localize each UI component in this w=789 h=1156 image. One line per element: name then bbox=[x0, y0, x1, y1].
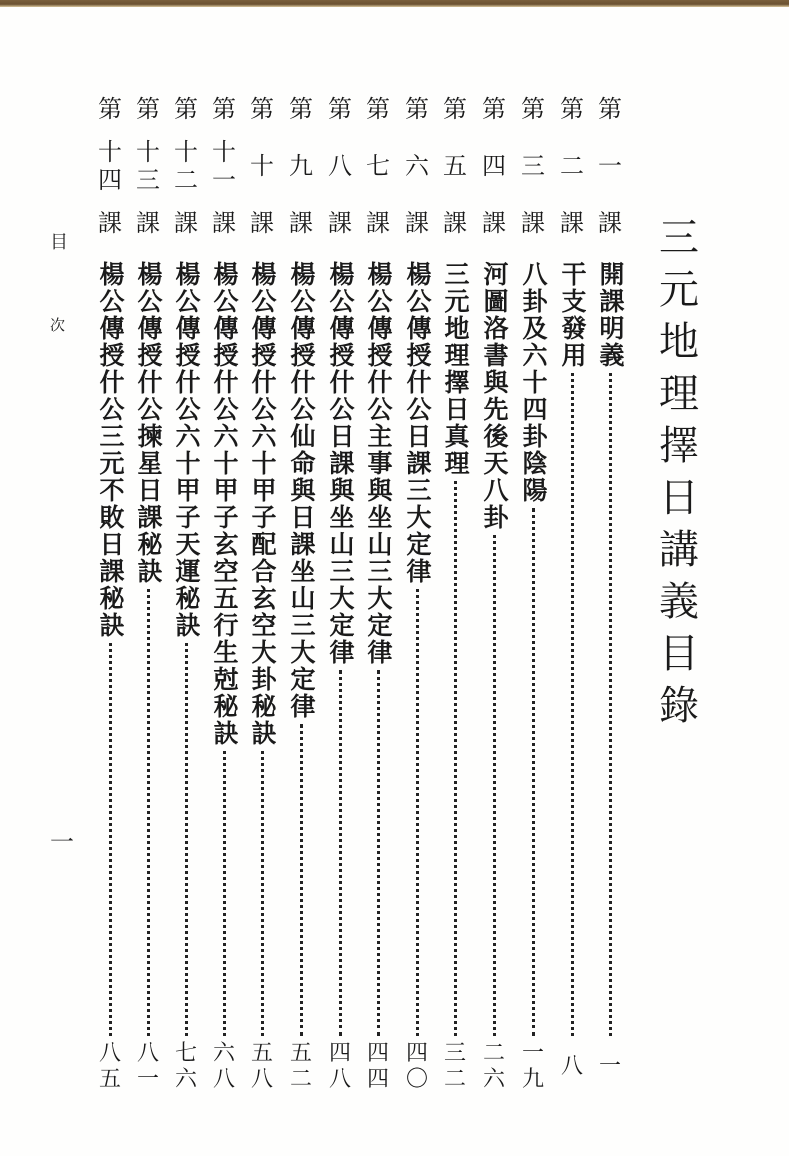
lesson-suffix: 課 bbox=[598, 209, 622, 237]
toc-entry[interactable] bbox=[284, 95, 318, 1095]
lesson-prefix: 第 bbox=[405, 95, 429, 123]
margin-label-ci: 次 bbox=[50, 316, 66, 334]
dot-leader bbox=[185, 643, 188, 1036]
lesson-title: 楊公傳授什公六十甲子天運秘訣 bbox=[172, 261, 201, 639]
lesson-page-number: 八 五 bbox=[98, 1041, 121, 1092]
lesson-numeral: 十 三 bbox=[136, 138, 160, 194]
lesson-suffix: 課 bbox=[136, 209, 160, 237]
book-title bbox=[654, 212, 704, 732]
lesson-page-number: 七 六 bbox=[174, 1041, 197, 1092]
dot-leader bbox=[493, 535, 496, 1036]
lesson-suffix: 課 bbox=[405, 209, 429, 237]
page-number: 一 bbox=[50, 828, 74, 856]
lesson-label bbox=[169, 95, 203, 237]
toc-entry[interactable] bbox=[477, 95, 511, 1095]
dot-leader bbox=[609, 373, 612, 1036]
lesson-page-number: 四 〇 bbox=[405, 1041, 428, 1092]
lesson-title: 楊公傳授什公六十甲子配合玄空大卦秘訣 bbox=[248, 261, 277, 747]
lesson-suffix: 課 bbox=[560, 209, 584, 237]
title-char: 元 bbox=[659, 267, 699, 313]
lesson-suffix: 課 bbox=[328, 209, 352, 237]
lesson-label bbox=[400, 95, 434, 237]
title-char: 目 bbox=[659, 631, 699, 677]
lesson-title: 三元地理擇日真理 bbox=[441, 261, 470, 477]
lesson-prefix: 第 bbox=[560, 95, 584, 123]
lesson-suffix: 課 bbox=[98, 209, 122, 237]
lesson-suffix: 課 bbox=[250, 209, 274, 237]
toc-entry[interactable] bbox=[555, 95, 589, 1095]
lesson-numeral: 十 bbox=[250, 152, 274, 180]
dot-leader bbox=[147, 589, 150, 1036]
dot-leader bbox=[532, 508, 535, 1036]
scan-top-border bbox=[0, 0, 789, 7]
lesson-title: 楊公傳授什公日課與坐山三大定律 bbox=[326, 261, 355, 666]
dot-leader bbox=[454, 481, 457, 1036]
lesson-title: 河圖洛書與先後天八卦 bbox=[480, 261, 509, 531]
lesson-page-number: 一 bbox=[598, 1054, 621, 1079]
toc-entry[interactable] bbox=[169, 95, 203, 1095]
lesson-page-number: 五 二 bbox=[289, 1041, 312, 1092]
lesson-page-number: 八 一 bbox=[136, 1041, 159, 1092]
lesson-numeral: 九 bbox=[289, 152, 313, 180]
dot-leader bbox=[377, 670, 380, 1036]
toc-entry[interactable] bbox=[207, 95, 241, 1095]
title-char: 錄 bbox=[659, 683, 699, 729]
lesson-page-number: 一 九 bbox=[521, 1041, 544, 1092]
lesson-suffix: 課 bbox=[482, 209, 506, 237]
lesson-label bbox=[477, 95, 511, 237]
lesson-suffix: 課 bbox=[521, 209, 545, 237]
toc-entry[interactable] bbox=[131, 95, 165, 1095]
lesson-numeral: 三 bbox=[521, 152, 545, 180]
dot-leader bbox=[261, 751, 264, 1036]
lesson-numeral: 七 bbox=[366, 152, 390, 180]
title-char: 講 bbox=[659, 527, 699, 573]
lesson-label bbox=[131, 95, 165, 237]
toc-entry[interactable] bbox=[400, 95, 434, 1095]
lesson-suffix: 課 bbox=[174, 209, 198, 237]
lesson-title: 干支發用 bbox=[558, 261, 587, 369]
lesson-prefix: 第 bbox=[482, 95, 506, 123]
lesson-label bbox=[438, 95, 472, 237]
lesson-title: 楊公傳授什公主事與坐山三大定律 bbox=[364, 261, 393, 666]
lesson-page-number: 二 六 bbox=[482, 1041, 505, 1092]
lesson-numeral: 八 bbox=[328, 152, 352, 180]
dot-leader bbox=[571, 373, 574, 1036]
lesson-prefix: 第 bbox=[250, 95, 274, 123]
lesson-suffix: 課 bbox=[289, 209, 313, 237]
lesson-page-number: 三 二 bbox=[443, 1041, 466, 1092]
lesson-suffix: 課 bbox=[212, 209, 236, 237]
dot-leader bbox=[300, 724, 303, 1036]
title-char: 地 bbox=[659, 319, 699, 365]
lesson-prefix: 第 bbox=[136, 95, 160, 123]
lesson-prefix: 第 bbox=[289, 95, 313, 123]
lesson-title: 開課明義 bbox=[596, 261, 625, 369]
lesson-label bbox=[323, 95, 357, 237]
lesson-page-number: 四 四 bbox=[366, 1041, 389, 1092]
toc-entry[interactable] bbox=[593, 95, 627, 1095]
dot-leader bbox=[109, 643, 112, 1036]
lesson-numeral: 十 一 bbox=[212, 138, 236, 194]
lesson-page-number: 四 八 bbox=[328, 1041, 351, 1092]
lesson-page-number: 五 八 bbox=[250, 1041, 273, 1092]
toc-entry[interactable] bbox=[323, 95, 357, 1095]
lesson-numeral: 二 bbox=[560, 152, 584, 180]
title-char: 日 bbox=[659, 475, 699, 521]
lesson-numeral: 一 bbox=[598, 152, 622, 180]
toc-entry[interactable] bbox=[361, 95, 395, 1095]
dot-leader bbox=[223, 751, 226, 1036]
lesson-label bbox=[516, 95, 550, 237]
lesson-label bbox=[593, 95, 627, 237]
lesson-prefix: 第 bbox=[328, 95, 352, 123]
toc-entry[interactable] bbox=[438, 95, 472, 1095]
lesson-label bbox=[361, 95, 395, 237]
margin-label-mu: 目 bbox=[50, 232, 68, 253]
lesson-numeral: 六 bbox=[405, 152, 429, 180]
toc-entry[interactable] bbox=[93, 95, 127, 1095]
lesson-title: 楊公傳授什公三元不敗日課秘訣 bbox=[96, 261, 125, 639]
toc-entry[interactable] bbox=[245, 95, 279, 1095]
lesson-prefix: 第 bbox=[212, 95, 236, 123]
lesson-numeral: 四 bbox=[482, 152, 506, 180]
lesson-prefix: 第 bbox=[366, 95, 390, 123]
lesson-page-number: 八 bbox=[560, 1054, 583, 1079]
lesson-label bbox=[93, 95, 127, 237]
lesson-numeral: 十 四 bbox=[98, 138, 122, 194]
lesson-title: 楊公傳授什公揀星日課秘訣 bbox=[134, 261, 163, 585]
lesson-label bbox=[245, 95, 279, 237]
dot-leader bbox=[339, 670, 342, 1036]
lesson-title: 楊公傳授什公仙命與日課坐山三大定律 bbox=[287, 261, 316, 720]
lesson-title: 楊公傳授什公六十甲子玄空五行生尅秘訣 bbox=[210, 261, 239, 747]
title-char: 理 bbox=[659, 371, 699, 417]
lesson-suffix: 課 bbox=[366, 209, 390, 237]
title-char: 三 bbox=[659, 215, 699, 261]
lesson-label bbox=[555, 95, 589, 237]
toc-entry[interactable] bbox=[516, 95, 550, 1095]
lesson-prefix: 第 bbox=[98, 95, 122, 123]
lesson-numeral: 十 二 bbox=[174, 138, 198, 194]
lesson-numeral: 五 bbox=[443, 152, 467, 180]
title-char: 義 bbox=[659, 579, 699, 625]
lesson-label bbox=[207, 95, 241, 237]
dot-leader bbox=[416, 589, 419, 1036]
lesson-title: 八卦及六十四卦陰陽 bbox=[519, 261, 548, 504]
lesson-prefix: 第 bbox=[174, 95, 198, 123]
lesson-title: 楊公傳授什公日課三大定律 bbox=[403, 261, 432, 585]
lesson-prefix: 第 bbox=[598, 95, 622, 123]
lesson-prefix: 第 bbox=[443, 95, 467, 123]
lesson-suffix: 課 bbox=[443, 209, 467, 237]
lesson-page-number: 六 八 bbox=[212, 1041, 235, 1092]
title-char: 擇 bbox=[659, 423, 699, 469]
lesson-label bbox=[284, 95, 318, 237]
lesson-prefix: 第 bbox=[521, 95, 545, 123]
